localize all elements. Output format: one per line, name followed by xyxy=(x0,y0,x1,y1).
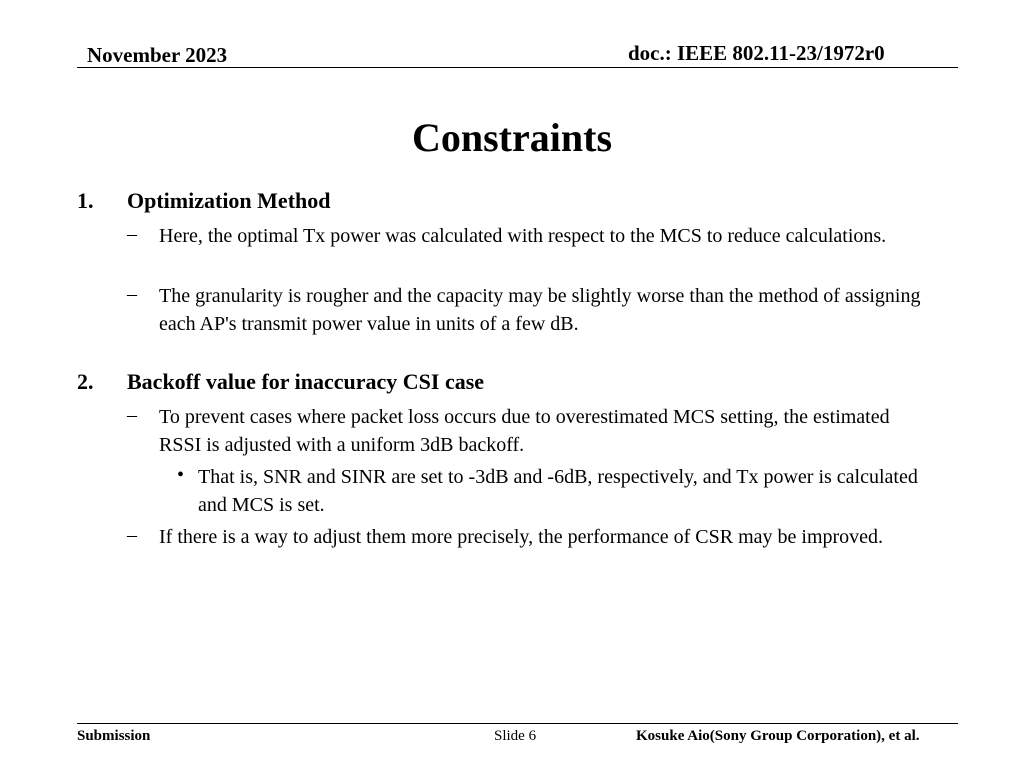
section-1-bullet-1-text: Here, the optimal Tx power was calculated with respect to the MCS to reduce calculations. xyxy=(159,225,887,247)
header-divider xyxy=(77,67,958,68)
section-2-sub-bullet-marker: • xyxy=(177,464,185,486)
section-1-bullet-2-text: The granularity is rougher and the capacity may be slightly worse than the method of assigning each AP's transmit power value in units of a few dB. xyxy=(159,285,921,335)
header-doc-id: doc.: IEEE 802.11-23/1972r0 xyxy=(628,41,885,65)
section-2-heading: Backoff value for inaccuracy CSI case xyxy=(127,369,485,394)
footer-slide-number: Slide 6 xyxy=(494,728,537,744)
slide-title: Constraints xyxy=(411,115,613,160)
section-1-heading: Optimization Method xyxy=(127,188,331,213)
section-2-bullet-2-text: If there is a way to adjust them more precisely, the performance of CSR may be improved. xyxy=(159,526,884,548)
section-1-bullet-1-marker: – xyxy=(127,223,137,245)
section-2-number: 2. xyxy=(77,369,94,394)
header-date: November 2023 xyxy=(87,43,228,67)
section-2-bullet-2-marker: – xyxy=(127,524,137,546)
section-2-sub-bullet-text: That is, SNR and SINR are set to -3dB and -6dB, respectively, and Tx power is calculated and MCS is set. xyxy=(198,466,918,516)
footer-author: Kosuke Aio(Sony Group Corporation), et al. xyxy=(636,728,920,744)
section-1-bullet-2-marker: – xyxy=(127,283,137,305)
footer-divider xyxy=(77,723,958,724)
section-2-bullet-1-text: To prevent cases where packet loss occurs due to overestimated MCS setting, the estimated RSSI is adjusted with a uniform 3dB backoff. xyxy=(159,406,890,456)
section-1-number: 1. xyxy=(77,188,94,213)
footer-submission: Submission xyxy=(77,728,151,744)
section-2-bullet-1-marker: – xyxy=(127,404,137,426)
